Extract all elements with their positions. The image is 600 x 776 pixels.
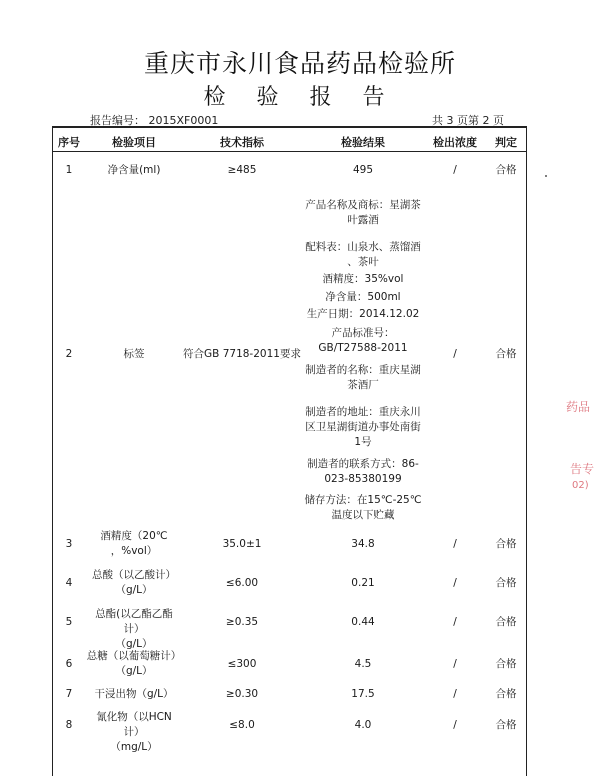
row-verdict: 合格 xyxy=(495,164,517,176)
row-verdict: 合格 xyxy=(495,688,517,700)
label-manufacturer-address: 制造者的地址：重庆永川 区卫星湖街道办事处南街 1号 xyxy=(305,406,421,448)
row-spec: ≥0.35 xyxy=(225,616,259,628)
row-spec: ≤8.0 xyxy=(229,719,255,731)
row-no: 7 xyxy=(65,688,73,700)
row-item: 氰化物（以HCN计） （mg/L） xyxy=(96,711,172,753)
row-no: 1 xyxy=(65,164,73,176)
stamp-text-3: 02) xyxy=(572,480,589,491)
row-concentration: / xyxy=(453,164,457,176)
row-spec: ≤300 xyxy=(227,658,257,670)
row-verdict: 合格 xyxy=(495,616,517,628)
col-header-spec: 技术指标 xyxy=(220,136,264,149)
row-result: 0.21 xyxy=(351,577,375,589)
label-alcohol: 酒精度：35%vol xyxy=(322,273,404,285)
row-concentration: / xyxy=(453,658,457,670)
col-header-concentration: 检出浓度 xyxy=(433,136,477,149)
label-ingredients: 配料表：山泉水、蒸馏酒 、茶叶 xyxy=(305,241,421,268)
col-header-no: 序号 xyxy=(58,136,80,149)
page-info: 共 3 页第 2 页 xyxy=(432,114,504,127)
row-spec: ≥485 xyxy=(227,164,257,176)
row-concentration: / xyxy=(453,616,457,628)
stamp-text-1: 药品 xyxy=(566,400,591,414)
row-item: 酒精度（20℃ ，%vol） xyxy=(100,530,168,557)
row-concentration: / xyxy=(453,577,457,589)
institute-title: 重庆市永川食品药品检验所 xyxy=(143,49,456,78)
row-item: 总酯(以乙酯乙酯计） （g/L） xyxy=(95,608,173,650)
row-item: 总酸（以乙酸计） （g/L） xyxy=(92,569,176,596)
row-concentration: / xyxy=(453,348,457,360)
row-verdict: 合格 xyxy=(495,577,517,589)
row-spec: ≥0.30 xyxy=(225,688,259,700)
row-item: 净含量(ml) xyxy=(107,164,161,176)
row-result: 17.5 xyxy=(351,688,375,700)
row-item: 总糖（以葡萄糖计） （g/L） xyxy=(86,650,182,677)
report-title: 检 验 报 告 xyxy=(203,85,397,110)
row-result: 34.8 xyxy=(351,538,375,550)
col-header-result: 检验结果 xyxy=(341,136,385,149)
row-item: 干浸出物（g/L） xyxy=(94,688,174,700)
row-spec: 35.0±1 xyxy=(222,538,262,550)
row-concentration: / xyxy=(453,719,457,731)
stamp-text-2: 告专 xyxy=(570,462,595,476)
row-verdict: 合格 xyxy=(495,538,517,550)
label-net-content: 净含量：500ml xyxy=(325,291,401,303)
row-result: 4.0 xyxy=(354,719,372,731)
row-no: 6 xyxy=(65,658,73,670)
row-verdict: 合格 xyxy=(495,658,517,670)
label-product-name: 产品名称及商标：星湖茶 叶露酒 xyxy=(305,199,421,226)
header-divider xyxy=(52,151,526,152)
row-no: 5 xyxy=(65,616,73,628)
row-spec: 符合GB 7718-2011要求 xyxy=(183,348,301,360)
row-no: 8 xyxy=(65,719,73,731)
label-contact: 制造者的联系方式：86- 023-85380199 xyxy=(307,458,419,485)
row-concentration: / xyxy=(453,538,457,550)
row-no: 2 xyxy=(65,348,73,360)
row-result: 0.44 xyxy=(351,616,375,628)
row-concentration: / xyxy=(453,688,457,700)
scan-speck xyxy=(545,175,547,177)
row-no: 3 xyxy=(65,538,73,550)
table-top-border xyxy=(52,126,526,128)
label-manufacturer-name: 制造者的名称：重庆星湖 茶酒厂 xyxy=(305,364,421,391)
col-header-item: 检验项目 xyxy=(112,136,156,149)
row-item: 标签 xyxy=(123,348,145,360)
row-no: 4 xyxy=(65,577,73,589)
table-right-border xyxy=(526,126,527,776)
row-spec: ≤6.00 xyxy=(225,577,259,589)
report-number: 报告编号： 2015XF0001 xyxy=(90,114,219,127)
col-header-verdict: 判定 xyxy=(495,136,517,149)
row-result: 495 xyxy=(352,164,374,176)
row-result: 4.5 xyxy=(354,658,372,670)
row-verdict: 合格 xyxy=(495,719,517,731)
table-left-border xyxy=(52,126,53,776)
row-verdict: 合格 xyxy=(495,348,517,360)
label-standard-no: 产品标准号： GB/T27588-2011 xyxy=(318,327,408,354)
label-storage: 储存方法：在15℃-25℃ 温度以下贮藏 xyxy=(304,494,422,521)
label-production-date: 生产日期：2014.12.02 xyxy=(306,308,420,320)
